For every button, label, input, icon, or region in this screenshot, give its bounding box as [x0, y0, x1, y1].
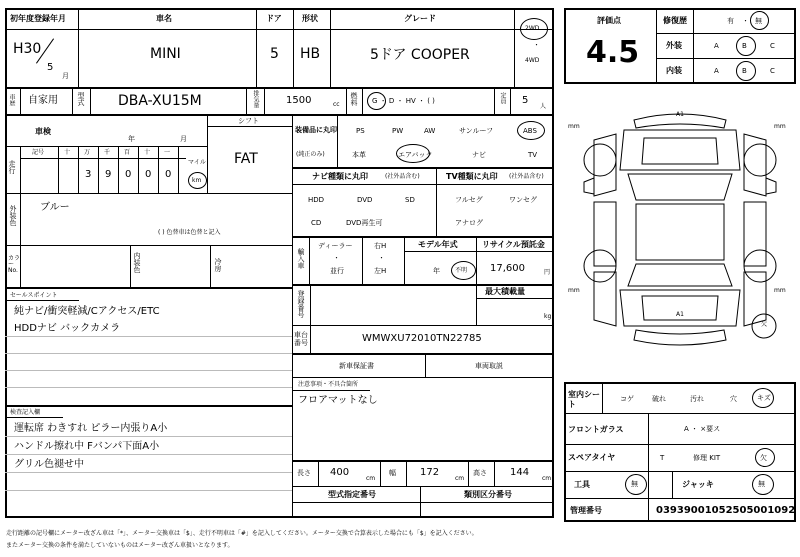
jack-label: ジャッキ [682, 480, 714, 489]
inspector-line-1: ハンドル擦れ中 Fバンパ下面A小 [14, 441, 160, 452]
windshield-options: A ・ ×要ス [684, 425, 721, 433]
equip-leather: 本革 [352, 151, 366, 159]
model-label: 型式 [77, 92, 85, 106]
mileage-label: 走行 [8, 160, 16, 174]
digit-header-2: 万 [84, 149, 91, 156]
width-value: 172 [420, 467, 440, 478]
grade-label: グレード [404, 14, 436, 23]
max-load-kg: kg [544, 313, 552, 320]
exterior-color-value: ブルー [40, 202, 70, 213]
shaken-year-suffix: 年 [128, 135, 135, 143]
car-name: MINI [150, 46, 181, 62]
manual-label: 車両取説 [475, 362, 503, 370]
class-label: 類別区分番号 [464, 490, 512, 499]
digit-2: 0 [125, 169, 132, 180]
notes-value: フロアマットなし [298, 395, 378, 406]
mm-label-tr: mm [774, 123, 786, 130]
diagram-front-a1: A1 [676, 111, 684, 118]
equip-pw: PW [392, 127, 404, 135]
chassis-value: WMWXU72010TN22785 [362, 333, 482, 344]
score-value: 4.5 [586, 35, 640, 70]
room-ana: 穴 [730, 395, 737, 403]
footer-line-2: またメーター交換の条件を満たしていないものはメーター改ざん車扱いとなります。 [6, 542, 234, 549]
recycle-label: リサイクル預託金 [482, 240, 545, 249]
spare-t: T [660, 454, 665, 462]
inspector-line-0: 運転席 わきすれ ピラー内張りA小 [14, 423, 168, 434]
tv-sub: (社外品含む) [509, 173, 544, 180]
navi-hdd: HDD [308, 196, 325, 204]
digit-header-1: 十 [64, 149, 71, 156]
equip-abs: ABS [523, 127, 537, 135]
room-koge: コゲ [620, 395, 634, 403]
repair-label: 修復歴 [663, 16, 687, 25]
navi-label: ナビ種類に丸印 [312, 172, 368, 181]
import-left-h: 左H [374, 267, 387, 275]
mgmt-no: 03939001052505001092 [656, 505, 796, 516]
digit-header-0: 記号 [32, 149, 45, 156]
equip-sunroof: サンルーフ [459, 127, 494, 135]
car-outline-diagram [564, 90, 796, 374]
doors: 5 [270, 46, 279, 62]
sales-point-label: セールスポイント [10, 292, 58, 299]
import-dealer: ディーラー [318, 242, 353, 250]
tools-value: 無 [631, 480, 638, 488]
shift-value: FAT [234, 151, 258, 167]
shift-label: シフト [238, 117, 259, 125]
month-suffix: 月 [62, 72, 69, 80]
spare-missing: 欠 [760, 454, 767, 462]
capacity-unit: 人 [540, 103, 547, 110]
model-year-unknown: 不明 [455, 267, 468, 274]
windshield-label: フロントガラス [568, 425, 624, 434]
import-right-h: 右H [374, 242, 387, 250]
exterior-b: B [742, 42, 747, 50]
navi-cd: CD [311, 219, 322, 227]
model-year-suffix: 年 [433, 267, 440, 275]
usage-label: 車歴 [8, 94, 15, 106]
repair-yes: 有 [727, 17, 734, 25]
interior-color-label: 内装色 [133, 252, 141, 273]
import-dot-1: ・ [333, 254, 340, 262]
navi-dvd: DVD [357, 196, 373, 204]
recycle-value: 17,600 [490, 263, 525, 274]
damage-diagram [564, 90, 796, 374]
model-year-label: モデル年式 [418, 240, 458, 249]
digit-4: 0 [165, 169, 172, 180]
digit-header-3: 千 [104, 149, 111, 156]
inspector-label: 検査記入欄 [10, 409, 41, 416]
fuel-options: G ・ D ・ HV ・ ( ) [372, 97, 435, 105]
shaken-label: 車検 [35, 127, 51, 136]
exterior-a: A [714, 42, 719, 50]
equip-airbag: エアバック [398, 151, 433, 159]
capacity-label: 定員 [499, 92, 506, 104]
capacity: 5 [522, 95, 529, 106]
mm-label-tl: mm [568, 123, 580, 130]
tv-label: TV種類に丸印 [446, 172, 498, 181]
digit-header-4: 百 [124, 149, 131, 156]
notes-label: 注意事項・不具合箇所 [298, 381, 359, 388]
km-label: km [192, 177, 202, 184]
mile-label: マイル [188, 159, 206, 166]
shaken-month-suffix: 月 [180, 135, 187, 143]
diagram-missing: 欠 [761, 321, 768, 328]
max-load-label: 最大積載量 [485, 287, 525, 296]
reg-era: H30 [13, 41, 42, 57]
displacement: 1500 [286, 95, 312, 106]
length-label: 長さ [297, 469, 311, 477]
room-label: 室内シート [568, 390, 600, 409]
tv-oneseg: ワンセグ [509, 196, 537, 204]
import-label: 輸入車 [297, 248, 305, 269]
jack-value: 無 [758, 480, 765, 488]
equip-navi: ナビ [472, 151, 486, 159]
registration-label: 登録番号 [297, 290, 305, 318]
equipment-label: 装備品に丸印 [295, 126, 337, 134]
car-name-label: 車名 [156, 14, 172, 23]
diagram-rear-a1: A1 [676, 311, 684, 318]
drive-sep: ・ [533, 41, 540, 49]
height-label: 高さ [473, 469, 487, 477]
cc-unit: cc [333, 101, 340, 108]
mm-label-br: mm [774, 287, 786, 294]
repair-dot: ・ [742, 17, 749, 25]
spare-kit: 修理 KIT [693, 454, 721, 462]
exterior-label: 外装 [666, 41, 682, 50]
sales-point-line-0: 純ナビ/衝突軽減/Cアクセス/ETC [14, 306, 160, 317]
equip-tv: TV [528, 151, 538, 159]
height-cm: cm [542, 475, 552, 482]
interior-a: A [714, 67, 719, 75]
exterior-color-label: 外装色 [9, 205, 17, 226]
digit-1: 9 [105, 169, 112, 180]
color-no-label: カラーNo. [8, 255, 21, 274]
cooler-label: 冷房 [214, 258, 222, 272]
repair-no: 無 [755, 17, 762, 25]
navi-sub: (社外品含む) [385, 173, 420, 180]
recycle-yen: 円 [544, 269, 551, 276]
equip-aw: AW [424, 127, 436, 135]
interior-label: 内装 [666, 66, 682, 75]
tv-fullseg: フルセグ [455, 196, 483, 204]
import-dot-2: ・ [378, 254, 385, 262]
shape: HB [300, 46, 321, 62]
score-label: 評価点 [597, 16, 621, 25]
chassis-label: 車台番号 [294, 331, 308, 348]
interior-b: B [742, 67, 747, 75]
room-yogore: 汚れ [690, 395, 704, 403]
reg-year-label: 初年度登録年月 [10, 14, 66, 23]
shape-label: 形状 [302, 14, 318, 23]
mm-label-bl: mm [568, 287, 580, 294]
digit-3: 0 [145, 169, 152, 180]
navi-dvd-play: DVD再生可 [346, 219, 383, 227]
digit-0: 3 [85, 169, 92, 180]
tv-analog: アナログ [455, 219, 483, 227]
type-cert-label: 型式指定番号 [328, 490, 376, 499]
drive-2wd: 2WD [525, 25, 540, 32]
drive-4wd: 4WD [525, 57, 540, 64]
usage: 自家用 [28, 95, 58, 106]
spare-label: スペアタイヤ [568, 453, 616, 462]
exterior-c: C [770, 42, 775, 50]
width-cm: cm [455, 475, 465, 482]
inspector-line-2: グリル色褪せ中 [14, 459, 84, 470]
fuel-label: 燃料 [350, 92, 358, 106]
width-label: 幅 [389, 469, 396, 477]
interior-c: C [770, 67, 775, 75]
length-cm: cm [366, 475, 376, 482]
equip-ps: PS [356, 127, 365, 135]
new-warranty-label: 新車保証書 [339, 362, 374, 370]
import-parallel: 並行 [330, 267, 344, 275]
room-yabure: 破れ [652, 395, 666, 403]
reg-month: 5 [47, 62, 54, 73]
door-label: ドア [266, 14, 282, 23]
navi-sd: SD [405, 196, 415, 204]
sales-point-line-1: HDDナビ バックカメラ [14, 323, 121, 334]
tools-label: 工具 [574, 480, 590, 489]
displacement-label: 排気量 [252, 90, 259, 108]
height-value: 144 [510, 467, 530, 478]
grade: 5ドア COOPER [370, 47, 470, 63]
length-value: 400 [330, 467, 350, 478]
model: DBA-XU15M [118, 93, 202, 109]
mgmt-label: 管理番号 [570, 506, 602, 515]
color-change-note: ( ) 色替車は色替と記入 [158, 229, 221, 236]
digit-header-5: 十 [144, 149, 151, 156]
digit-header-6: 一 [164, 149, 171, 156]
equipment-sublabel: (純正のみ) [296, 151, 325, 158]
footer-line-1: 走行距離の記号欄にメーター改ざん車は「*」、メーター交換車は「$」、走行不明車は「#」を記入してください。メーター交換で合算表示した場合にも「$」を記入ください。 [6, 530, 478, 537]
room-kizu: キズ [757, 394, 771, 402]
